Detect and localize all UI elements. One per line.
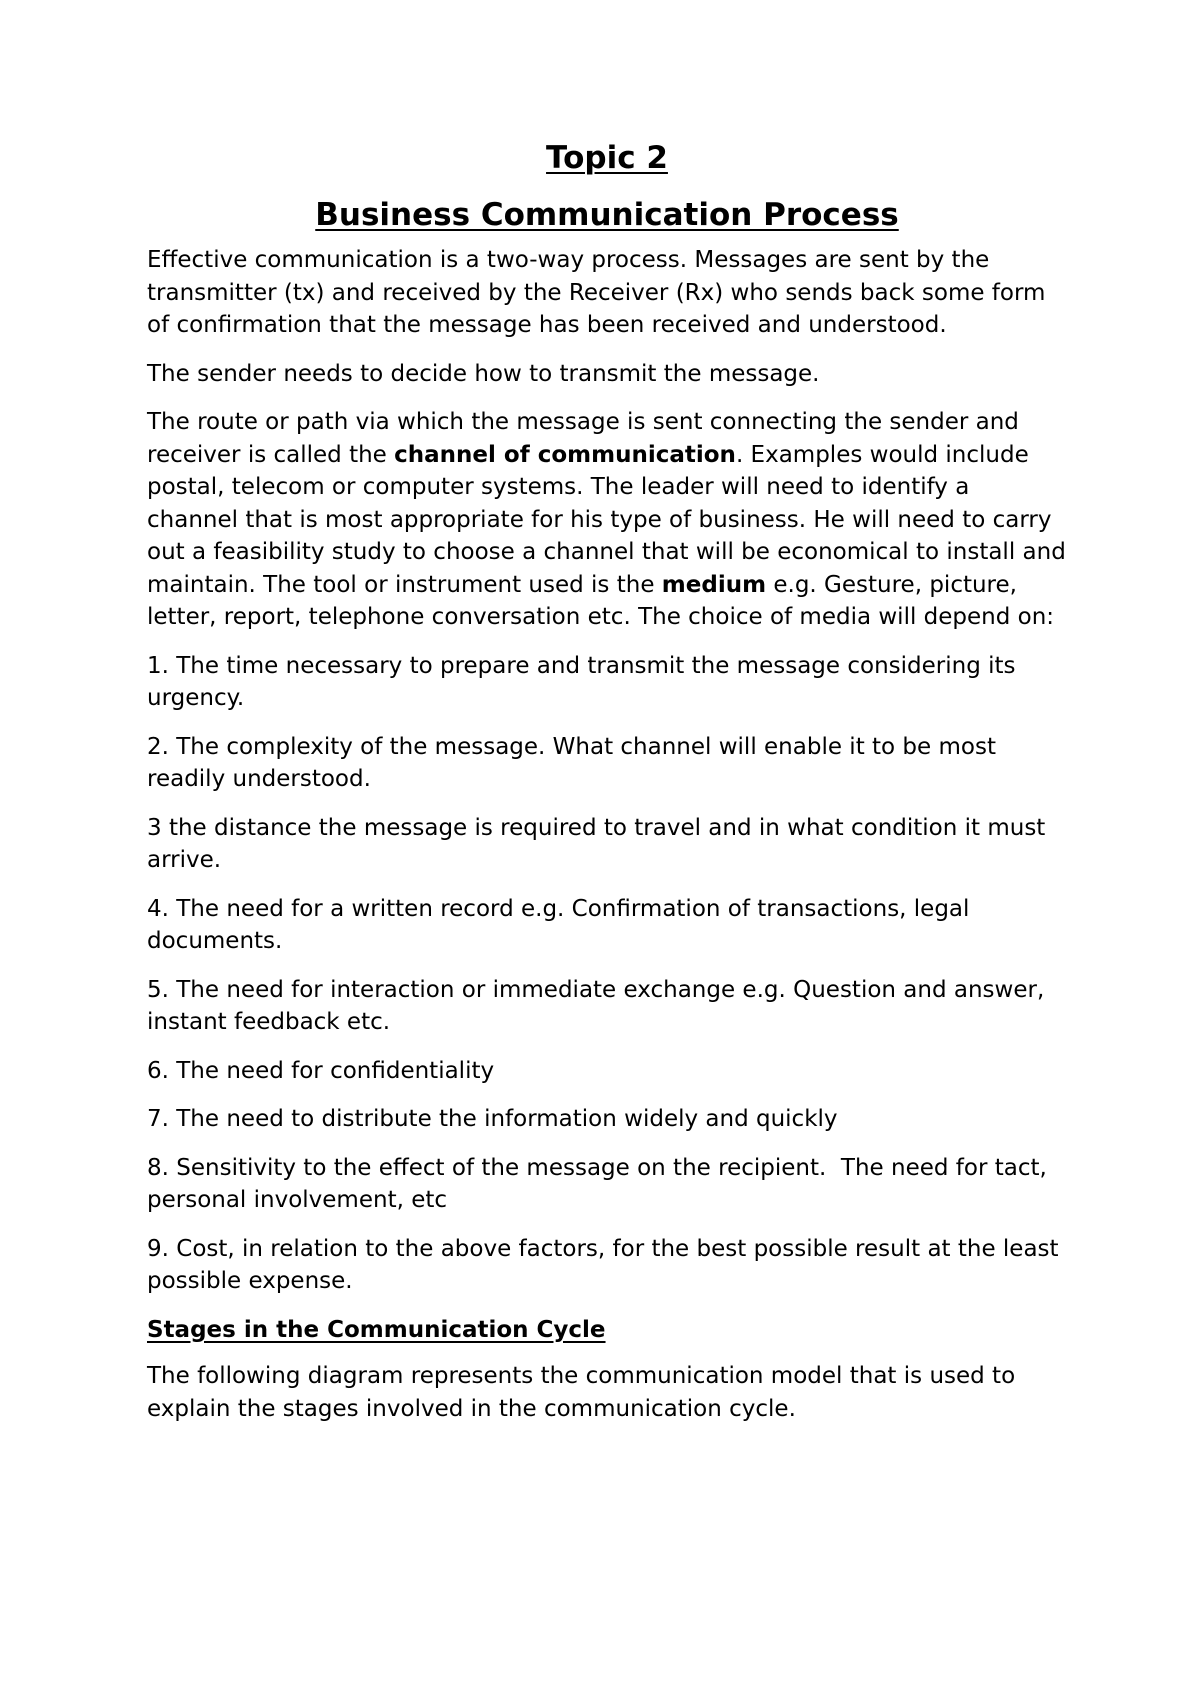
factor-item-1: 1. The time necessary to prepare and transmit the message considering its urgency.: [147, 652, 1016, 711]
factor-item-3: 3 the distance the message is required to travel and in what condition it must arrive.: [147, 814, 1046, 873]
page-title: Business Communication Process: [315, 197, 899, 233]
factor-item-2: 2. The complexity of the message. What channel will enable it to be most readily understood.: [147, 733, 996, 792]
section-paragraph: The following diagram represents the communication model that is used to explain the stages involved in the communication cycle.: [147, 1363, 1016, 1422]
section-heading: Stages in the Communication Cycle: [147, 1316, 606, 1343]
sender-paragraph: The sender needs to decide how to transmit the message.: [147, 360, 820, 387]
channel-term: channel of communication: [394, 441, 736, 468]
factor-item-6: 6. The need for confidentiality: [147, 1057, 495, 1084]
channel-paragraph: [147, 406, 1067, 634]
factor-item-5: 5. The need for interaction or immediate exchange e.g. Question and answer, instant feedback etc.: [147, 976, 1045, 1035]
factor-item-8: 8. Sensitivity to the effect of the message on the recipient. The need for tact, personal involvement, etc: [147, 1154, 1055, 1213]
channel-text-part3: e.g. Gesture, picture, letter, report, telephone conversation etc. The choice of media will depend on:: [147, 571, 1055, 630]
channel-text-part2: . Examples would include postal, telecom or computer systems. The leader will need to identify a channel that is most appropriate for his type of business. He will need to carry out a feasibility study to choose a channel that will be economical to install and maintain. The tool or instrument used is the: [147, 441, 1066, 598]
channel-text-part1: The route or path via which the message is sent connecting the sender and receiver is called the: [147, 409, 1019, 468]
topic-heading: Topic 2: [546, 140, 668, 176]
document-page: [147, 138, 1067, 1441]
factor-item-9: 9. Cost, in relation to the above factors, for the best possible result at the least possible expense.: [147, 1235, 1059, 1294]
factor-item-4: 4. The need for a written record e.g. Confirmation of transactions, legal documents.: [147, 895, 970, 954]
intro-paragraph: Effective communication is a two-way process. Messages are sent by the transmitter (tx) and received by the Receiver (Rx) who sends back some form of confirmation that the message has been received and understood.: [147, 247, 1046, 338]
factor-item-7: 7. The need to distribute the information widely and quickly: [147, 1106, 838, 1132]
medium-term: medium: [661, 571, 767, 598]
